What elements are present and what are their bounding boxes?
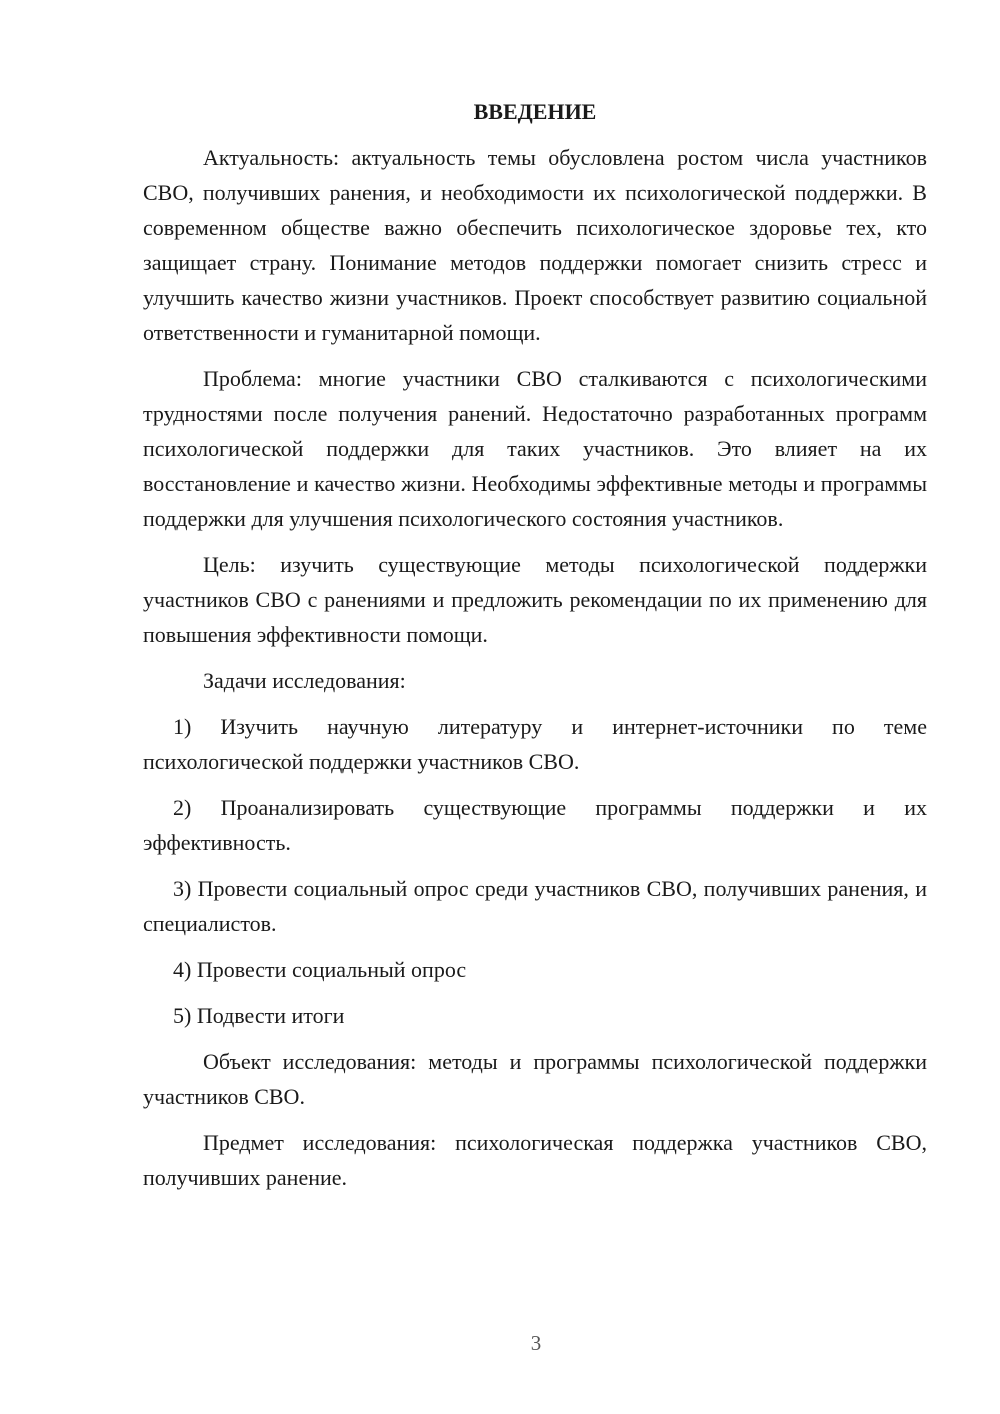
problem-paragraph: Проблема: многие участники СВО сталкиваются с психологическими трудностями после получения ранений. Недостаточно разработанных программ психологической поддержки для таких участников. Это влияет на их восстановление и качество жизни. Необходимы эффективные методы и программы поддержки для улучшения психологического состояния участников.	[143, 366, 927, 531]
tasks-intro: Задачи исследования:	[203, 668, 406, 693]
goal-paragraph: Цель: изучить существующие методы психологической поддержки участников СВО с ранениями и предложить рекомендации по их применению для повышения эффективности помощи.	[143, 552, 927, 647]
task-item-5: 5) Подвести итоги	[173, 1003, 345, 1028]
task-item-1: 1) Изучить научную литературу и интернет-источники по теме психологической поддержки участников СВО.	[143, 714, 927, 774]
object-paragraph: Объект исследования: методы и программы психологической поддержки участников СВО.	[143, 1049, 927, 1109]
relevance-paragraph: Актуальность: актуальность темы обусловлена ростом числа участников СВО, получивших ранения, и необходимости их психологической поддержки. В современном обществе важно обеспечить психологическое здоровье тех, кто защищает страну. Понимание методов поддержки помогает снизить стресс и улучшить качество жизни участников. Проект способствует развитию социальной ответственности и гуманитарной помощи.	[143, 145, 927, 345]
task-item-2: 2) Проанализировать существующие программы поддержки и их эффективность.	[143, 795, 927, 855]
task-item-4: 4) Провести социальный опрос	[173, 957, 467, 982]
task-item-3: 3) Провести социальный опрос среди участников СВО, получивших ранения, и специалистов.	[143, 876, 927, 936]
page-number: 3	[530, 1331, 542, 1355]
subject-paragraph: Предмет исследования: психологическая поддержка участников СВО, получивших ранение.	[143, 1130, 927, 1190]
section-heading: ВВЕДЕНИЕ	[473, 99, 597, 124]
page-content	[143, 94, 927, 1206]
